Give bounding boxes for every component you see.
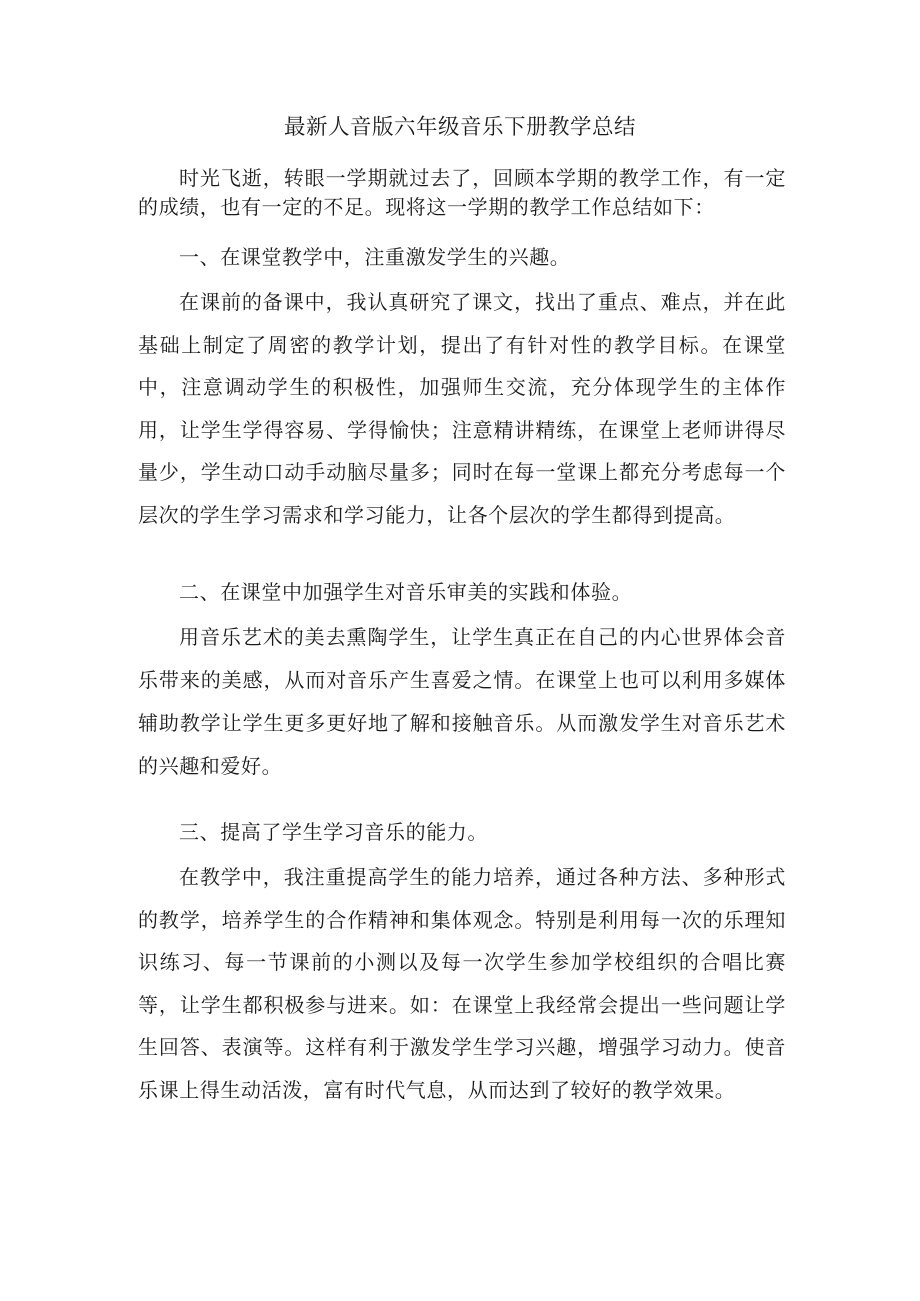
section-heading-1: 一、在课堂教学中，注重激发学生的兴趣。: [179, 245, 571, 269]
section-body-2: 用音乐艺术的美去熏陶学生，让学生真正在自己的内心世界体会音乐带来的美感，从而对音乐产生喜爱之情。在课堂上也可以利用多媒体辅助教学让学生更多更好地了解和接触音乐。从而激发学生对音乐艺术的兴趣和爱好。: [138, 625, 786, 778]
intro-paragraph: 时光飞逝，转眼一学期就过去了，回顾本学期的教学工作，有一定的成绩，也有一定的不足。现将这一学期的教学工作总结如下：: [138, 166, 786, 219]
section-heading-3: 三、提高了学生学习音乐的能力。: [179, 820, 488, 844]
section-body-3: 在教学中，我注重提高学生的能力培养，通过各种方法、多种形式的教学，培养学生的合作精神和集体观念。特别是利用每一次的乐理知识练习、每一节课前的小测以及每一次学生参加学校组织的合唱比赛等，让学生都积极参与进来。如：在课堂上我经常会提出一些问题让学生回答、表演等。这样有利于激发学生学习兴趣，增强学习动力。使音乐课上得生动活泼，富有时代气息，从而达到了较好的教学效果。: [138, 865, 786, 1102]
document-title: 最新人音版六年级音乐下册教学总结: [283, 115, 636, 140]
section-heading-2: 二、在课堂中加强学生对音乐审美的实践和体验。: [179, 580, 633, 604]
section-body-1: 在课前的备课中，我认真研究了课文，找出了重点、难点，并在此基础上制定了周密的教学计划，提出了有针对性的教学目标。在课堂中，注意调动学生的积极性，加强师生交流，充分体现学生的主体作用，让学生学得容易、学得愉快；注意精讲精练，在课堂上老师讲得尽量少，学生动口动手动脑尽量多；同时在每一堂课上都充分考虑每一个层次的学生学习需求和学习能力，让各个层次的学生都得到提高。: [138, 290, 786, 527]
